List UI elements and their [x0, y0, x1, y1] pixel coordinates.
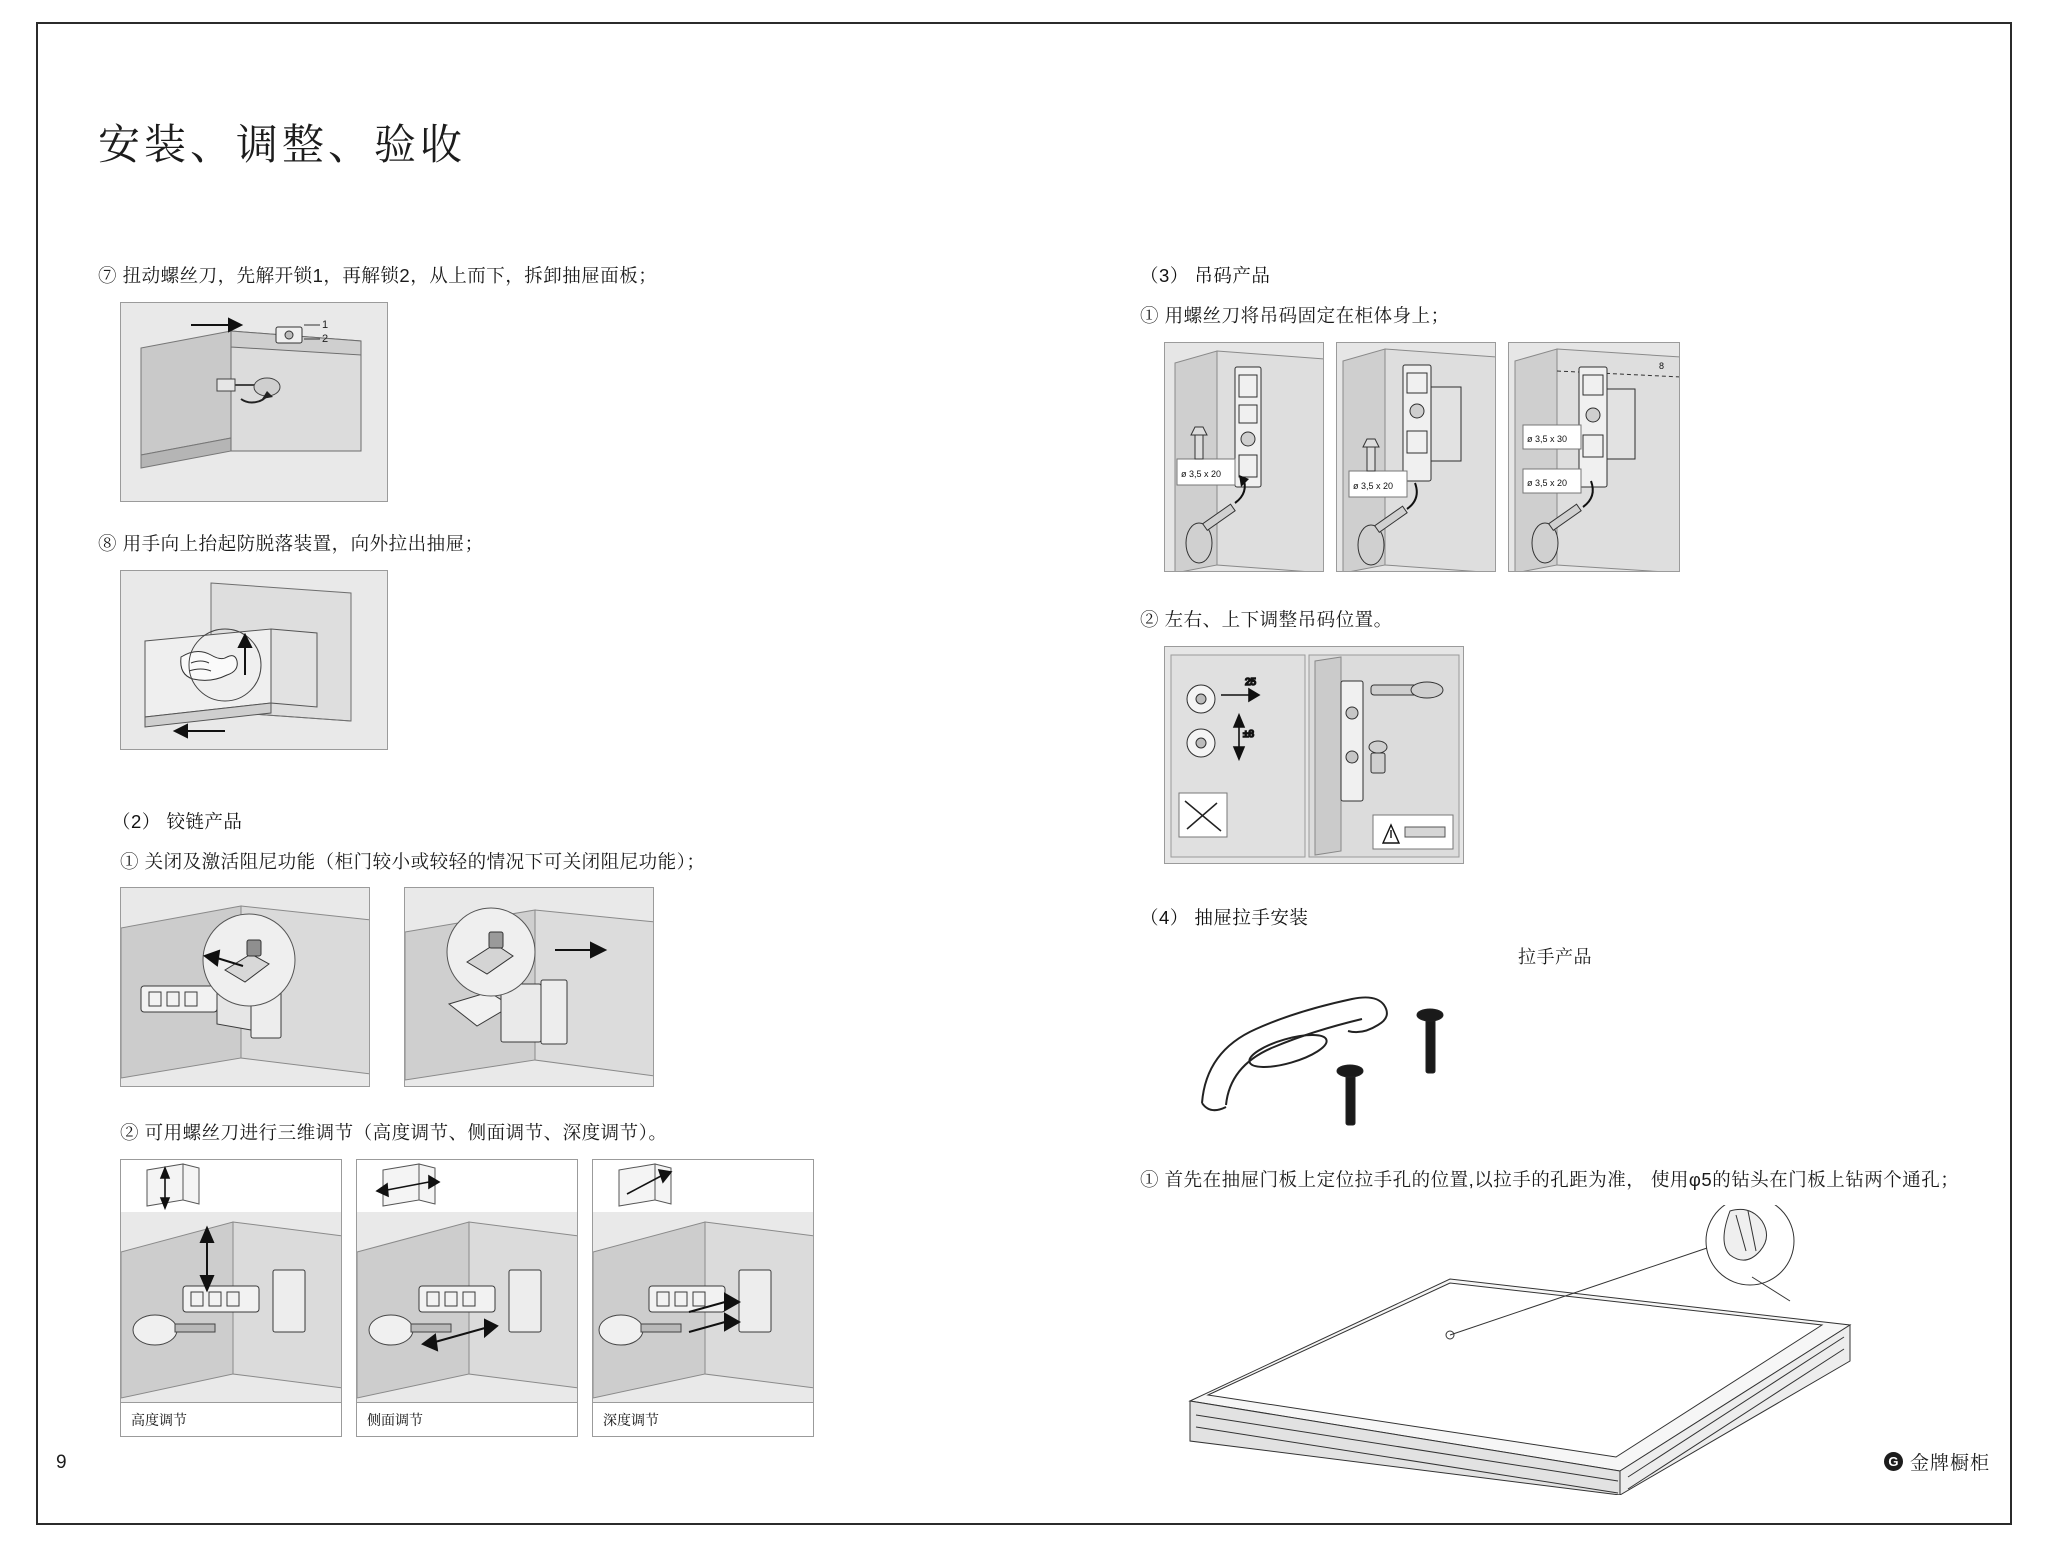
caption-height-adjust: 高度调节	[121, 1402, 341, 1436]
brand-logo	[1884, 1448, 1990, 1475]
figure-damping-off	[404, 887, 654, 1087]
figure-hanger-fix-3	[1508, 342, 1680, 572]
figure-3d-adjust-row	[120, 1159, 918, 1437]
svg-text:±8: ±8	[1243, 728, 1255, 740]
section-4-step-1-text: ① 首先在抽屉门板上定位拉手孔的位置,以拉手的孔距为准， 使用φ5的钻头在门板上钻两个通孔；	[1140, 1168, 1960, 1190]
figure-height-adjust	[120, 1159, 342, 1437]
figure-damping-on	[120, 887, 370, 1087]
svg-text:2: 2	[322, 332, 329, 345]
figure-hanger-fixing-row	[1164, 342, 1970, 572]
section-3-heading: （3） 吊码产品	[1140, 265, 1271, 286]
section-3-step-2-text: ② 左右、上下调整吊码位置。	[1140, 608, 1393, 630]
page-frame-bottom	[36, 1523, 2012, 1525]
page-frame-left	[36, 22, 38, 1525]
section-3-step-1-text: ① 用螺丝刀将吊码固定在柜体身上；	[1140, 305, 1450, 326]
right-column	[1140, 262, 1970, 1500]
section-2-step-1-text: ① 关闭及激活阻尼功能（柜门较小或较轻的情况下可关闭阻尼功能）；	[120, 850, 706, 872]
figure-depth-adjust	[592, 1159, 814, 1437]
page-title: 安装、调整、验收	[98, 121, 467, 168]
step-8-text: ⑧ 用手向上抬起防脱落装置，向外拉出抽屉；	[98, 532, 484, 554]
svg-text:ø 3,5 x 30: ø 3,5 x 30	[1527, 433, 1568, 444]
figure-drawer-drill	[1150, 1205, 1970, 1500]
left-column	[98, 262, 918, 1437]
figure-hanger-fix-2	[1336, 342, 1496, 572]
handle-product-label: 拉手产品	[1518, 946, 1592, 967]
svg-text:ø 3,5 x 20: ø 3,5 x 20	[1527, 477, 1568, 488]
page-number: 9	[56, 1452, 67, 1473]
section-2-step-2-text: ② 可用螺丝刀进行三维调节（高度调节、侧面调节、深度调节）。	[120, 1122, 668, 1144]
figure-handle-product	[1180, 977, 1970, 1142]
figure-step-7	[120, 302, 388, 502]
page-frame-top	[36, 22, 2012, 24]
caption-depth-adjust: 深度调节	[593, 1402, 813, 1436]
brand-name: 金牌橱柜	[1909, 1453, 1990, 1474]
section-2-heading: （2） 铰链产品	[112, 810, 243, 832]
figure-side-adjust	[356, 1159, 578, 1437]
step-7-text: ⑦ 扭动螺丝刀，先解开锁1，再解锁2，从上而下，拆卸抽屉面板；	[98, 265, 658, 286]
svg-text:25: 25	[1245, 676, 1257, 688]
svg-text:ø 3,5 x 20: ø 3,5 x 20	[1181, 468, 1222, 479]
page-frame-right	[2010, 22, 2012, 1525]
brand-mark-icon: G	[1884, 1452, 1903, 1471]
section-4-heading: （4） 抽屉拉手安装	[1140, 906, 1309, 928]
figure-hanger-adjust	[1164, 646, 1464, 864]
svg-text:1: 1	[322, 318, 329, 331]
caption-side-adjust: 侧面调节	[357, 1402, 577, 1436]
svg-text:8: 8	[1659, 360, 1665, 371]
figure-step-8	[120, 570, 388, 750]
figure-hanger-fix-1	[1164, 342, 1324, 572]
figure-hinge-damping-row	[120, 887, 918, 1087]
svg-text:ø 3,5 x 20: ø 3,5 x 20	[1353, 480, 1394, 491]
